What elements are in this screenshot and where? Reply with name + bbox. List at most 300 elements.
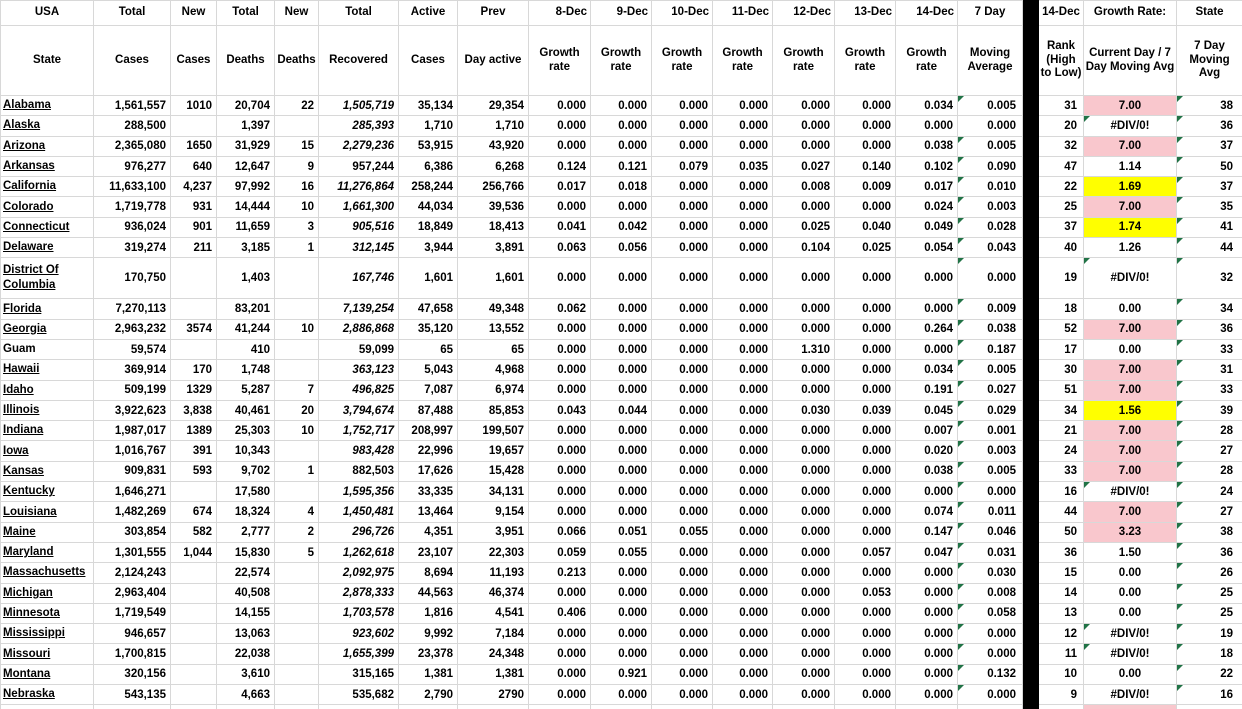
cell-total-cases[interactable]: 2,365,080 bbox=[94, 136, 171, 156]
cell-growth-ratio[interactable]: #DIV/0! bbox=[1084, 482, 1177, 502]
cell-growth-10dec[interactable]: 0.000 bbox=[652, 502, 713, 522]
cell-new-deaths[interactable]: 22 bbox=[275, 96, 319, 116]
cell-growth-9dec[interactable]: 0.000 bbox=[591, 197, 652, 217]
state-cell[interactable]: Kansas bbox=[1, 461, 94, 481]
cell-7day-moving-average[interactable]: 0.187 bbox=[958, 339, 1023, 359]
cell-growth-12dec[interactable]: 0.000 bbox=[773, 563, 835, 583]
cell-total-deaths[interactable]: 25,303 bbox=[217, 421, 275, 441]
cell-new-cases[interactable]: 170 bbox=[171, 360, 217, 380]
cell-total-cases[interactable]: 1,301,555 bbox=[94, 542, 171, 562]
cell-growth-12dec[interactable]: 0.000 bbox=[773, 360, 835, 380]
cell-total-deaths[interactable]: 20,704 bbox=[217, 96, 275, 116]
state-cell[interactable]: Nebraska bbox=[1, 685, 94, 705]
cell-growth-ratio[interactable]: 1.26 bbox=[1084, 238, 1177, 258]
cell-7day-moving-average[interactable]: 0.027 bbox=[958, 380, 1023, 400]
cell-7day-moving-average[interactable]: 0.000 bbox=[958, 482, 1023, 502]
cell-growth-13dec[interactable]: 0.040 bbox=[835, 217, 896, 237]
cell-recovered[interactable]: 1,505,719 bbox=[319, 96, 399, 116]
cell-recovered[interactable]: 2,092,975 bbox=[319, 563, 399, 583]
cell-total-cases[interactable]: 3,922,623 bbox=[94, 400, 171, 420]
cell-total-cases[interactable]: 976,277 bbox=[94, 156, 171, 176]
cell-total-deaths[interactable]: 22,038 bbox=[217, 644, 275, 664]
cell-growth-9dec[interactable]: 0.000 bbox=[591, 116, 652, 136]
cell-prev-day-active[interactable]: 256,766 bbox=[458, 177, 529, 197]
cell-growth-ratio[interactable]: 0.00 bbox=[1084, 603, 1177, 623]
cell-growth-11dec[interactable]: 0.000 bbox=[713, 563, 773, 583]
cell-new-cases[interactable]: 1389 bbox=[171, 421, 217, 441]
cell-growth-9dec[interactable]: 0.000 bbox=[591, 624, 652, 644]
cell-growth-12dec[interactable]: 0.000 bbox=[773, 299, 835, 319]
cell-prev-day-active[interactable]: 1,710 bbox=[458, 116, 529, 136]
cell-recovered[interactable]: 882,503 bbox=[319, 461, 399, 481]
cell-growth-12dec[interactable]: 0.000 bbox=[773, 583, 835, 603]
cell-total-deaths[interactable]: 13,063 bbox=[217, 624, 275, 644]
cell-state-7day-avg[interactable]: 36 bbox=[1177, 116, 1242, 136]
cell-growth-8dec[interactable]: 0.063 bbox=[529, 238, 591, 258]
cell-growth-ratio[interactable]: 0.00 bbox=[1084, 563, 1177, 583]
cell-state-7day-avg[interactable]: 37 bbox=[1177, 177, 1242, 197]
cell-growth-10dec[interactable]: 0.000 bbox=[652, 644, 713, 664]
cell-growth-14dec[interactable]: 0.000 bbox=[896, 583, 958, 603]
cell-total-cases[interactable]: 59,574 bbox=[94, 339, 171, 359]
state-cell[interactable]: California bbox=[1, 177, 94, 197]
cell-growth-ratio[interactable]: 7.00 bbox=[1084, 461, 1177, 481]
cell-growth-11dec[interactable]: 0.000 bbox=[713, 482, 773, 502]
cell-growth-8dec[interactable]: 0.041 bbox=[529, 217, 591, 237]
cell-growth-10dec[interactable]: 0.000 bbox=[652, 177, 713, 197]
cell-growth-ratio[interactable]: 0.00 bbox=[1084, 583, 1177, 603]
cell-growth-8dec[interactable]: 0.000 bbox=[529, 624, 591, 644]
header-state[interactable]: State bbox=[1, 26, 94, 96]
state-cell[interactable]: Missouri bbox=[1, 644, 94, 664]
cell-7day-moving-average[interactable]: 0.000 bbox=[958, 644, 1023, 664]
cell-prev-day-active[interactable]: 85,853 bbox=[458, 400, 529, 420]
cell-growth-ratio[interactable]: 1.56 bbox=[1084, 400, 1177, 420]
cell-recovered[interactable]: 59,099 bbox=[319, 339, 399, 359]
header-growth-rate-label[interactable]: Growth Rate: bbox=[1084, 1, 1177, 26]
cell-growth-9dec[interactable]: 0.000 bbox=[591, 583, 652, 603]
cell-growth-11dec[interactable]: 0.000 bbox=[713, 116, 773, 136]
cell-growth-13dec[interactable]: 0.000 bbox=[835, 96, 896, 116]
cell-rank[interactable]: 44 bbox=[1039, 502, 1084, 522]
cell-growth-8dec[interactable]: 0.062 bbox=[529, 299, 591, 319]
cell-active-cases[interactable]: 208,997 bbox=[399, 421, 458, 441]
cell-total-deaths[interactable]: 40,508 bbox=[217, 583, 275, 603]
cell-growth-10dec[interactable]: 0.000 bbox=[652, 319, 713, 339]
cell-total-deaths[interactable]: 2,777 bbox=[217, 522, 275, 542]
cell-growth-13dec[interactable]: 0.057 bbox=[835, 542, 896, 562]
cell-growth-10dec[interactable]: 0.000 bbox=[652, 441, 713, 461]
cell-prev-day-active[interactable]: 18,413 bbox=[458, 217, 529, 237]
cell-growth-12dec[interactable]: 0.000 bbox=[773, 258, 835, 299]
cell-growth-9dec[interactable]: 0.000 bbox=[591, 96, 652, 116]
cell-growth-10dec[interactable]: 0.000 bbox=[652, 603, 713, 623]
cell-growth-13dec[interactable]: 0.000 bbox=[835, 522, 896, 542]
cell-7day-moving-average[interactable]: 0.132 bbox=[958, 664, 1023, 684]
cell-growth-14dec[interactable]: 0.000 bbox=[896, 685, 958, 705]
cell-recovered[interactable]: 1,595,356 bbox=[319, 482, 399, 502]
cell-rank[interactable]: 32 bbox=[1039, 136, 1084, 156]
cell-active-cases[interactable]: 53,915 bbox=[399, 136, 458, 156]
cell-growth-ratio[interactable]: 0.00 bbox=[1084, 299, 1177, 319]
cell-recovered[interactable]: 2,878,333 bbox=[319, 583, 399, 603]
header-total-recovered-2[interactable]: Recovered bbox=[319, 26, 399, 96]
cell-growth-9dec[interactable]: 0.051 bbox=[591, 522, 652, 542]
cell-growth-ratio[interactable]: 0.00 bbox=[1084, 339, 1177, 359]
cell-growth-10dec[interactable]: 0.079 bbox=[652, 156, 713, 176]
cell-prev-day-active[interactable]: 199,507 bbox=[458, 421, 529, 441]
cell-recovered[interactable]: 167,746 bbox=[319, 258, 399, 299]
cell-rank[interactable]: 51 bbox=[1039, 380, 1084, 400]
cell-active-cases[interactable]: 258,244 bbox=[399, 177, 458, 197]
cell-new-deaths[interactable] bbox=[275, 299, 319, 319]
cell-state-7day-avg[interactable]: 31 bbox=[1177, 360, 1242, 380]
cell-growth-11dec[interactable]: 0.000 bbox=[713, 177, 773, 197]
cell-growth-ratio[interactable]: #DIV/0! bbox=[1084, 685, 1177, 705]
cell-total-cases[interactable]: 1,482,269 bbox=[94, 502, 171, 522]
cell-7day-moving-average[interactable]: 0.009 bbox=[958, 299, 1023, 319]
cell-7day-moving-average[interactable]: 0.005 bbox=[958, 96, 1023, 116]
cell-active-cases[interactable]: 23,107 bbox=[399, 542, 458, 562]
cell-growth-12dec[interactable]: 0.000 bbox=[773, 644, 835, 664]
cell-growth-11dec[interactable]: 0.000 bbox=[713, 644, 773, 664]
cell-growth-13dec[interactable]: 0.009 bbox=[835, 177, 896, 197]
cell-new-cases[interactable]: 4,237 bbox=[171, 177, 217, 197]
cell-active-cases[interactable]: 44,563 bbox=[399, 583, 458, 603]
cell-growth-10dec[interactable]: 0.000 bbox=[652, 400, 713, 420]
cell-new-cases[interactable]: 582 bbox=[171, 522, 217, 542]
cell-total-deaths[interactable]: 5,287 bbox=[217, 380, 275, 400]
header-total-deaths-2[interactable]: Deaths bbox=[217, 26, 275, 96]
cell-prev-day-active[interactable]: 1,381 bbox=[458, 664, 529, 684]
cell-new-cases[interactable]: 391 bbox=[171, 441, 217, 461]
cell-growth-12dec[interactable]: 0.000 bbox=[773, 319, 835, 339]
cell-new-deaths[interactable]: 4 bbox=[275, 502, 319, 522]
cell-active-cases[interactable]: 87,488 bbox=[399, 400, 458, 420]
cell-growth-11dec[interactable]: 0.000 bbox=[713, 542, 773, 562]
cell-growth-ratio[interactable]: 7.00 bbox=[1084, 360, 1177, 380]
state-cell[interactable]: Indiana bbox=[1, 421, 94, 441]
cell-growth-13dec[interactable]: 0.000 bbox=[835, 502, 896, 522]
cell-new-deaths[interactable] bbox=[275, 644, 319, 664]
cell-total-deaths[interactable]: 1,403 bbox=[217, 258, 275, 299]
cell-new-cases[interactable]: 1010 bbox=[171, 96, 217, 116]
cell-growth-ratio[interactable]: 1.69 bbox=[1084, 177, 1177, 197]
cell-growth-12dec[interactable]: 0.000 bbox=[773, 197, 835, 217]
cell-prev-day-active[interactable]: 29,354 bbox=[458, 96, 529, 116]
cell-total-cases[interactable]: 1,646,271 bbox=[94, 482, 171, 502]
cell-7day-moving-average[interactable] bbox=[958, 705, 1023, 709]
cell-state-7day-avg[interactable] bbox=[1177, 705, 1242, 709]
cell-new-deaths[interactable]: 20 bbox=[275, 400, 319, 420]
cell-total-cases[interactable]: 319,274 bbox=[94, 238, 171, 258]
cell-growth-13dec[interactable]: 0.000 bbox=[835, 624, 896, 644]
cell-total-deaths[interactable]: 9,702 bbox=[217, 461, 275, 481]
cell-growth-ratio[interactable] bbox=[1084, 705, 1177, 709]
cell-recovered[interactable]: 535,682 bbox=[319, 685, 399, 705]
cell-state-7day-avg[interactable]: 25 bbox=[1177, 583, 1242, 603]
state-cell[interactable]: Massachusetts bbox=[1, 563, 94, 583]
cell-growth-11dec[interactable]: 0.000 bbox=[713, 319, 773, 339]
cell-new-cases[interactable] bbox=[171, 705, 217, 709]
state-cell[interactable]: Connecticut bbox=[1, 217, 94, 237]
cell-rank[interactable]: 14 bbox=[1039, 583, 1084, 603]
cell-growth-13dec[interactable] bbox=[835, 705, 896, 709]
cell-rank[interactable]: 15 bbox=[1039, 563, 1084, 583]
cell-rank[interactable] bbox=[1039, 705, 1084, 709]
cell-new-deaths[interactable] bbox=[275, 603, 319, 623]
state-cell[interactable]: Montana bbox=[1, 664, 94, 684]
cell-growth-ratio[interactable]: 7.00 bbox=[1084, 96, 1177, 116]
cell-prev-day-active[interactable]: 3,951 bbox=[458, 522, 529, 542]
cell-growth-13dec[interactable]: 0.000 bbox=[835, 563, 896, 583]
cell-growth-ratio[interactable]: 7.00 bbox=[1084, 319, 1177, 339]
cell-growth-8dec[interactable]: 0.000 bbox=[529, 502, 591, 522]
cell-growth-12dec[interactable]: 0.000 bbox=[773, 542, 835, 562]
cell-growth-9dec[interactable]: 0.000 bbox=[591, 136, 652, 156]
state-cell[interactable]: District Of Columbia bbox=[1, 258, 94, 299]
cell-new-deaths[interactable] bbox=[275, 583, 319, 603]
cell-state-7day-avg[interactable]: 32 bbox=[1177, 258, 1242, 299]
cell-growth-12dec[interactable]: 0.000 bbox=[773, 461, 835, 481]
cell-recovered[interactable]: 296,726 bbox=[319, 522, 399, 542]
cell-growth-9dec[interactable]: 0.000 bbox=[591, 421, 652, 441]
state-cell[interactable]: Colorado bbox=[1, 197, 94, 217]
state-cell[interactable]: Louisiana bbox=[1, 502, 94, 522]
cell-growth-10dec[interactable]: 0.000 bbox=[652, 339, 713, 359]
cell-total-deaths[interactable]: 41,244 bbox=[217, 319, 275, 339]
state-cell[interactable]: Alaska bbox=[1, 116, 94, 136]
cell-growth-8dec[interactable]: 0.000 bbox=[529, 197, 591, 217]
cell-total-deaths[interactable]: 1,748 bbox=[217, 360, 275, 380]
cell-growth-12dec[interactable]: 0.000 bbox=[773, 685, 835, 705]
cell-total-deaths[interactable]: 3,185 bbox=[217, 238, 275, 258]
cell-state-7day-avg[interactable]: 27 bbox=[1177, 502, 1242, 522]
cell-prev-day-active[interactable]: 6,974 bbox=[458, 380, 529, 400]
cell-total-cases[interactable]: 303,854 bbox=[94, 522, 171, 542]
header-date-8dec[interactable]: 8-Dec bbox=[529, 1, 591, 26]
cell-new-cases[interactable]: 211 bbox=[171, 238, 217, 258]
cell-active-cases[interactable] bbox=[399, 705, 458, 709]
state-cell[interactable]: Arkansas bbox=[1, 156, 94, 176]
cell-total-cases[interactable]: 543,135 bbox=[94, 685, 171, 705]
cell-growth-11dec[interactable]: 0.000 bbox=[713, 380, 773, 400]
cell-recovered[interactable] bbox=[319, 705, 399, 709]
state-cell[interactable]: Idaho bbox=[1, 380, 94, 400]
cell-growth-14dec[interactable]: 0.045 bbox=[896, 400, 958, 420]
cell-growth-8dec[interactable]: 0.124 bbox=[529, 156, 591, 176]
cell-growth-10dec[interactable]: 0.000 bbox=[652, 299, 713, 319]
cell-7day-moving-average[interactable]: 0.011 bbox=[958, 502, 1023, 522]
cell-growth-11dec[interactable]: 0.000 bbox=[713, 603, 773, 623]
cell-growth-10dec[interactable]: 0.000 bbox=[652, 624, 713, 644]
cell-growth-10dec[interactable]: 0.000 bbox=[652, 136, 713, 156]
cell-total-deaths[interactable]: 1,397 bbox=[217, 116, 275, 136]
cell-state-7day-avg[interactable]: 36 bbox=[1177, 542, 1242, 562]
cell-growth-ratio[interactable]: 7.00 bbox=[1084, 136, 1177, 156]
cell-growth-9dec[interactable]: 0.000 bbox=[591, 603, 652, 623]
cell-state-7day-avg[interactable]: 16 bbox=[1177, 685, 1242, 705]
cell-prev-day-active[interactable]: 65 bbox=[458, 339, 529, 359]
cell-new-deaths[interactable]: 16 bbox=[275, 177, 319, 197]
cell-prev-day-active[interactable]: 39,536 bbox=[458, 197, 529, 217]
cell-growth-11dec[interactable]: 0.000 bbox=[713, 136, 773, 156]
cell-growth-13dec[interactable]: 0.000 bbox=[835, 685, 896, 705]
cell-growth-14dec[interactable]: 0.007 bbox=[896, 421, 958, 441]
header-date-9dec[interactable]: 9-Dec bbox=[591, 1, 652, 26]
state-cell[interactable]: Michigan bbox=[1, 583, 94, 603]
cell-growth-14dec[interactable]: 0.000 bbox=[896, 116, 958, 136]
cell-total-cases[interactable] bbox=[94, 705, 171, 709]
cell-total-deaths[interactable]: 4,663 bbox=[217, 685, 275, 705]
cell-new-deaths[interactable] bbox=[275, 685, 319, 705]
cell-growth-8dec[interactable]: 0.000 bbox=[529, 421, 591, 441]
header-prev-1[interactable]: Prev bbox=[458, 1, 529, 26]
cell-total-deaths[interactable]: 14,155 bbox=[217, 603, 275, 623]
cell-growth-12dec[interactable]: 0.000 bbox=[773, 96, 835, 116]
cell-active-cases[interactable]: 44,034 bbox=[399, 197, 458, 217]
cell-growth-13dec[interactable]: 0.000 bbox=[835, 461, 896, 481]
cell-prev-day-active[interactable]: 4,541 bbox=[458, 603, 529, 623]
cell-rank[interactable]: 13 bbox=[1039, 603, 1084, 623]
cell-rank[interactable]: 21 bbox=[1039, 421, 1084, 441]
cell-growth-9dec[interactable]: 0.055 bbox=[591, 542, 652, 562]
cell-new-cases[interactable] bbox=[171, 624, 217, 644]
cell-growth-8dec[interactable]: 0.000 bbox=[529, 136, 591, 156]
cell-new-cases[interactable] bbox=[171, 583, 217, 603]
cell-total-deaths[interactable]: 40,461 bbox=[217, 400, 275, 420]
cell-growth-10dec[interactable]: 0.000 bbox=[652, 360, 713, 380]
cell-recovered[interactable]: 1,262,618 bbox=[319, 542, 399, 562]
header-rank-date[interactable]: 14-Dec bbox=[1039, 1, 1084, 26]
cell-growth-13dec[interactable]: 0.000 bbox=[835, 664, 896, 684]
cell-growth-14dec[interactable]: 0.038 bbox=[896, 136, 958, 156]
cell-new-cases[interactable]: 593 bbox=[171, 461, 217, 481]
state-cell[interactable]: Iowa bbox=[1, 441, 94, 461]
cell-state-7day-avg[interactable]: 28 bbox=[1177, 461, 1242, 481]
cell-new-deaths[interactable]: 10 bbox=[275, 197, 319, 217]
cell-new-cases[interactable]: 1650 bbox=[171, 136, 217, 156]
cell-growth-13dec[interactable]: 0.000 bbox=[835, 421, 896, 441]
cell-growth-14dec[interactable]: 0.000 bbox=[896, 603, 958, 623]
cell-growth-12dec[interactable]: 0.008 bbox=[773, 177, 835, 197]
cell-growth-8dec[interactable] bbox=[529, 705, 591, 709]
cell-recovered[interactable]: 1,655,399 bbox=[319, 644, 399, 664]
cell-active-cases[interactable]: 9,992 bbox=[399, 624, 458, 644]
cell-total-deaths[interactable]: 3,610 bbox=[217, 664, 275, 684]
cell-7day-moving-average[interactable]: 0.090 bbox=[958, 156, 1023, 176]
state-cell[interactable]: Hawaii bbox=[1, 360, 94, 380]
header-usa[interactable]: USA bbox=[1, 1, 94, 26]
header-active-1[interactable]: Active bbox=[399, 1, 458, 26]
cell-total-cases[interactable]: 509,199 bbox=[94, 380, 171, 400]
cell-growth-11dec[interactable]: 0.000 bbox=[713, 421, 773, 441]
state-cell[interactable]: Minnesota bbox=[1, 603, 94, 623]
cell-growth-14dec[interactable]: 0.102 bbox=[896, 156, 958, 176]
cell-growth-11dec[interactable]: 0.000 bbox=[713, 502, 773, 522]
cell-rank[interactable]: 30 bbox=[1039, 360, 1084, 380]
header-growth-14dec[interactable]: Growth rate bbox=[896, 26, 958, 96]
cell-7day-moving-average[interactable]: 0.000 bbox=[958, 258, 1023, 299]
cell-total-deaths[interactable]: 12,647 bbox=[217, 156, 275, 176]
cell-growth-8dec[interactable]: 0.017 bbox=[529, 177, 591, 197]
cell-growth-ratio[interactable]: 1.74 bbox=[1084, 217, 1177, 237]
cell-7day-moving-average[interactable]: 0.000 bbox=[958, 624, 1023, 644]
cell-growth-9dec[interactable]: 0.000 bbox=[591, 482, 652, 502]
cell-total-cases[interactable]: 288,500 bbox=[94, 116, 171, 136]
cell-rank[interactable]: 47 bbox=[1039, 156, 1084, 176]
cell-growth-11dec[interactable]: 0.000 bbox=[713, 522, 773, 542]
cell-growth-9dec[interactable]: 0.000 bbox=[591, 319, 652, 339]
cell-recovered[interactable]: 11,276,864 bbox=[319, 177, 399, 197]
cell-state-7day-avg[interactable]: 28 bbox=[1177, 421, 1242, 441]
cell-new-cases[interactable] bbox=[171, 563, 217, 583]
cell-rank[interactable]: 33 bbox=[1039, 461, 1084, 481]
cell-state-7day-avg[interactable]: 38 bbox=[1177, 522, 1242, 542]
cell-state-7day-avg[interactable]: 39 bbox=[1177, 400, 1242, 420]
cell-7day-moving-average[interactable]: 0.001 bbox=[958, 421, 1023, 441]
cell-7day-moving-average[interactable]: 0.028 bbox=[958, 217, 1023, 237]
cell-state-7day-avg[interactable]: 24 bbox=[1177, 482, 1242, 502]
cell-new-cases[interactable] bbox=[171, 644, 217, 664]
cell-growth-12dec[interactable]: 0.000 bbox=[773, 136, 835, 156]
cell-growth-10dec[interactable]: 0.000 bbox=[652, 583, 713, 603]
cell-active-cases[interactable]: 6,386 bbox=[399, 156, 458, 176]
cell-growth-11dec[interactable]: 0.000 bbox=[713, 299, 773, 319]
cell-new-cases[interactable] bbox=[171, 482, 217, 502]
cell-growth-13dec[interactable]: 0.000 bbox=[835, 380, 896, 400]
cell-growth-9dec[interactable]: 0.056 bbox=[591, 238, 652, 258]
header-date-14dec[interactable]: 14-Dec bbox=[896, 1, 958, 26]
cell-growth-14dec[interactable]: 0.000 bbox=[896, 644, 958, 664]
state-cell[interactable]: Maine bbox=[1, 522, 94, 542]
cell-recovered[interactable]: 983,428 bbox=[319, 441, 399, 461]
cell-growth-8dec[interactable]: 0.000 bbox=[529, 116, 591, 136]
cell-growth-11dec[interactable]: 0.000 bbox=[713, 685, 773, 705]
cell-new-deaths[interactable]: 9 bbox=[275, 156, 319, 176]
cell-active-cases[interactable]: 1,381 bbox=[399, 664, 458, 684]
cell-growth-14dec[interactable]: 0.191 bbox=[896, 380, 958, 400]
cell-new-deaths[interactable]: 2 bbox=[275, 522, 319, 542]
header-date-10dec[interactable]: 10-Dec bbox=[652, 1, 713, 26]
state-cell[interactable]: Mississippi bbox=[1, 624, 94, 644]
cell-recovered[interactable]: 2,279,236 bbox=[319, 136, 399, 156]
cell-active-cases[interactable]: 5,043 bbox=[399, 360, 458, 380]
cell-new-cases[interactable] bbox=[171, 603, 217, 623]
cell-growth-12dec[interactable] bbox=[773, 705, 835, 709]
cell-total-deaths[interactable] bbox=[217, 705, 275, 709]
cell-growth-12dec[interactable]: 0.000 bbox=[773, 421, 835, 441]
cell-7day-moving-average[interactable]: 0.029 bbox=[958, 400, 1023, 420]
cell-new-deaths[interactable] bbox=[275, 482, 319, 502]
cell-new-cases[interactable]: 901 bbox=[171, 217, 217, 237]
cell-growth-12dec[interactable]: 1.310 bbox=[773, 339, 835, 359]
cell-7day-moving-average[interactable]: 0.005 bbox=[958, 360, 1023, 380]
cell-prev-day-active[interactable]: 6,268 bbox=[458, 156, 529, 176]
cell-growth-11dec[interactable]: 0.000 bbox=[713, 461, 773, 481]
cell-rank[interactable]: 9 bbox=[1039, 685, 1084, 705]
cell-active-cases[interactable]: 47,658 bbox=[399, 299, 458, 319]
cell-rank[interactable]: 19 bbox=[1039, 258, 1084, 299]
cell-growth-12dec[interactable]: 0.000 bbox=[773, 624, 835, 644]
cell-rank[interactable]: 12 bbox=[1039, 624, 1084, 644]
cell-growth-14dec[interactable]: 0.038 bbox=[896, 461, 958, 481]
cell-active-cases[interactable]: 3,944 bbox=[399, 238, 458, 258]
cell-prev-day-active[interactable]: 49,348 bbox=[458, 299, 529, 319]
cell-state-7day-avg[interactable]: 27 bbox=[1177, 441, 1242, 461]
cell-growth-8dec[interactable]: 0.043 bbox=[529, 400, 591, 420]
cell-rank[interactable]: 36 bbox=[1039, 542, 1084, 562]
